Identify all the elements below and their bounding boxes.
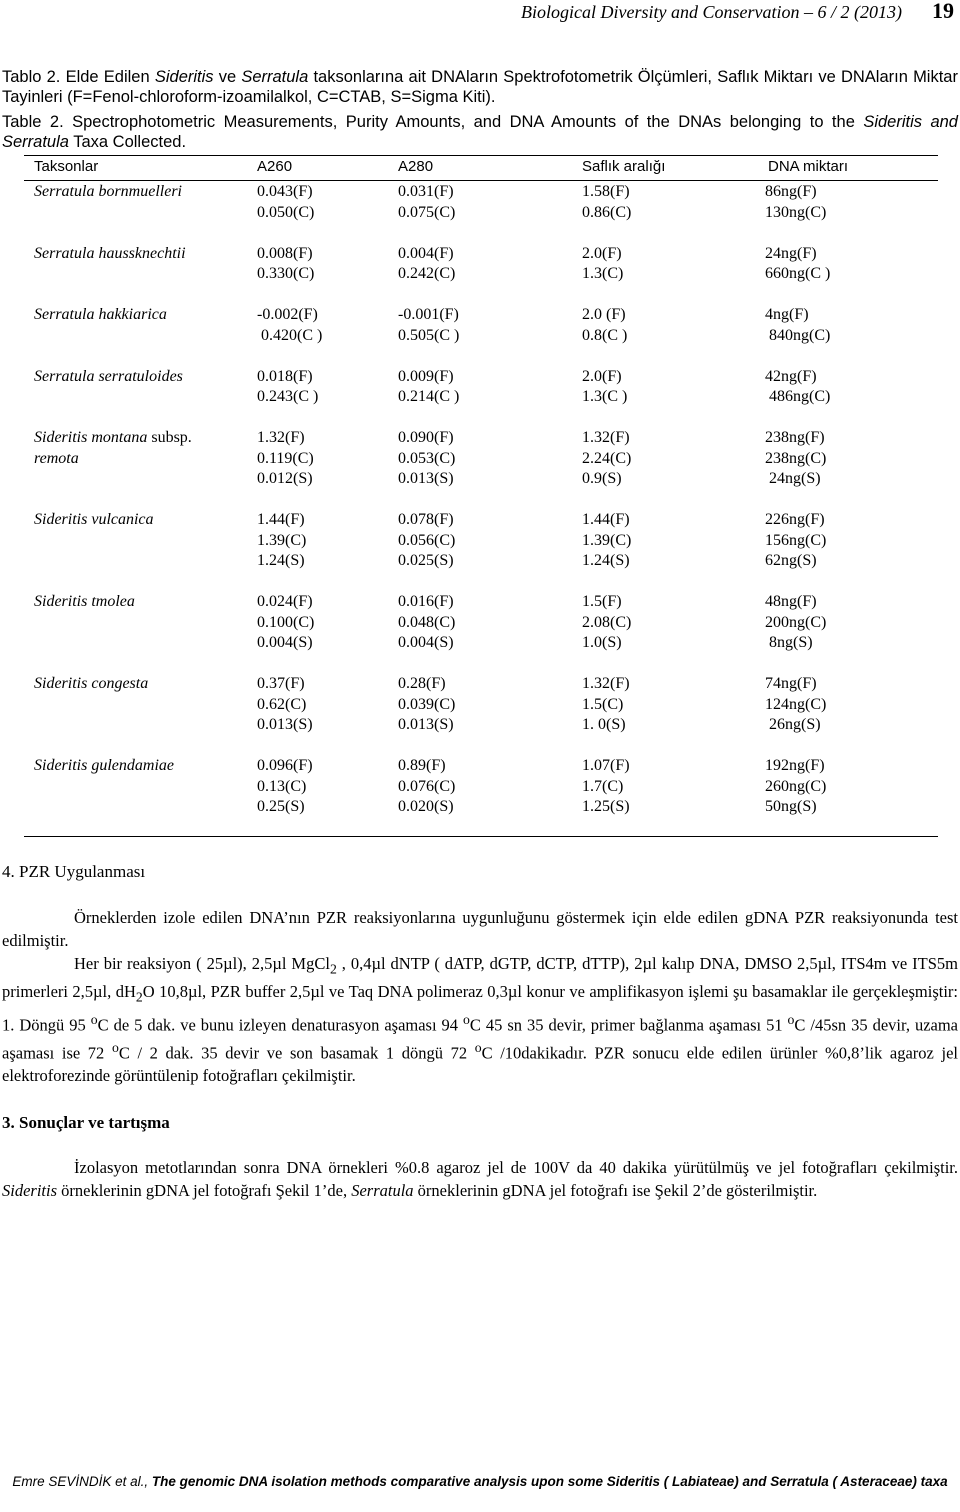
a280-value: 0.214(C ) xyxy=(398,388,460,405)
table-caption-english xyxy=(2,112,958,152)
a280-value: 0.505(C ) xyxy=(398,326,460,344)
purity-value: 1.32(F) xyxy=(582,675,630,692)
purity-value: 0.9(S) xyxy=(582,470,622,487)
text-run: İzolasyon metotlarından sonra DNA örnekleri %0.8 agaroz jel de 100V da 40 dakika yürütülmüş ve jel fotoğrafları çekilmiştir. xyxy=(74,1158,958,1177)
purity-value: 1.39(C) xyxy=(582,531,632,549)
table-header-rule xyxy=(24,180,938,181)
dna-amount-value: 24ng(F) xyxy=(765,244,817,262)
superscript: o xyxy=(474,1039,482,1055)
a280-value: 0.076(C) xyxy=(398,777,456,795)
superscript: o xyxy=(787,1011,795,1027)
a280-value: -0.001(F) xyxy=(398,306,459,323)
a280-value: 0.025(S) xyxy=(398,552,454,569)
dna-amount-value: 260ng(C) xyxy=(765,777,827,795)
a280-value: 0.89(F) xyxy=(398,757,446,774)
dna-amount-value: 8ng(S) xyxy=(765,634,813,651)
a260-value: 1.39(C) xyxy=(257,531,307,549)
section-heading-pcr: 4. PZR Uygulanması xyxy=(2,862,146,881)
dna-amount-value: 238ng(F) xyxy=(765,429,825,446)
a280-value: 0.009(F) xyxy=(398,367,454,385)
a260-value: 0.119(C) xyxy=(257,449,314,467)
purity-value: 1.44(F) xyxy=(582,511,630,528)
subscript: 2 xyxy=(135,989,143,1005)
a260-value: 0.008(F) xyxy=(257,244,313,262)
a280-value: 0.053(C) xyxy=(398,449,456,467)
journal-title: Biological Diversity and Conservation – 6 / 2 (2013) xyxy=(521,2,902,22)
purity-value: 1.0(S) xyxy=(582,634,622,651)
genus-sideritis: Sideritis xyxy=(2,1180,58,1200)
caption-tr-text: Tablo 2. Elde Edilen xyxy=(2,68,155,86)
taxon-name: Sideritis tmolea xyxy=(34,593,135,610)
a260-value: 0.13(C) xyxy=(257,777,307,795)
taxon-rank: subsp. xyxy=(147,429,192,446)
a260-value: 1.32(F) xyxy=(257,429,305,446)
header-purity: Saflık aralığı xyxy=(582,158,666,175)
a280-value: 0.004(F) xyxy=(398,244,454,262)
a280-value: 0.242(C) xyxy=(398,265,456,282)
caption-tr-genus-serratula: Serratula xyxy=(241,68,309,86)
purity-value: 1.32(F) xyxy=(582,429,630,446)
table-top-rule xyxy=(24,155,938,156)
dna-amount-value: 42ng(F) xyxy=(765,367,817,385)
table-bottom-rule xyxy=(24,836,938,837)
dna-amount-value: 660ng(C ) xyxy=(765,265,831,282)
taxon-name: Serratula haussknechtii xyxy=(34,244,186,262)
text-run: O 10,8µl, PZR buffer 2,5µl ve Taq DNA polimeraz 0,3µl konur ve amplifikasyon işlemi şu basamaklar ile gerçekleşmiştir: 1. Döngü 95 xyxy=(2,981,958,1035)
a260-value: 1.44(F) xyxy=(257,511,305,528)
a260-value: 0.243(C ) xyxy=(257,388,319,405)
header-a280: A280 xyxy=(398,158,434,175)
a280-value: 0.016(F) xyxy=(398,593,454,610)
a260-value: 0.096(F) xyxy=(257,757,313,774)
taxon-name-continued: remota xyxy=(34,449,79,467)
text-run: örneklerinin gDNA jel fotoğrafı Şekil 1’de, xyxy=(57,1180,352,1200)
purity-value: 2.24(C) xyxy=(582,449,632,467)
a280-value: 0.039(C) xyxy=(398,695,456,713)
dna-amount-value: 486ng(C) xyxy=(765,388,831,405)
dna-amount-value: 124ng(C) xyxy=(765,695,827,713)
purity-value: 1.24(S) xyxy=(582,552,630,569)
taxon-name: Sideritis gulendamiae xyxy=(34,757,174,774)
table-header-row xyxy=(0,158,960,178)
dna-amount-value: 192ng(F) xyxy=(765,757,825,774)
a260-value: 0.013(S) xyxy=(257,716,313,733)
header-taxa: Taksonlar xyxy=(34,158,99,175)
paragraph-pcr-intro: Örneklerden izole edilen DNA’nın PZR reaksiyonlarına uygunluğunu göstermek için elde edilen gDNA PZR reaksiyonunda test edilmiştir. xyxy=(2,908,958,950)
running-header xyxy=(0,0,960,23)
a280-value: 0.031(F) xyxy=(398,183,454,200)
purity-value: 1.5(C) xyxy=(582,695,624,713)
dna-amount-value: 48ng(F) xyxy=(765,593,817,610)
caption-en-genera: Sideritis and Serratula xyxy=(2,113,958,151)
header-dna-amount: DNA miktarı xyxy=(768,158,849,175)
purity-value: 0.8(C ) xyxy=(582,326,628,344)
purity-value: 2.0 (F) xyxy=(582,306,626,323)
text-run: örneklerinin gDNA jel fotoğrafı ise Şekil 2’de gösterilmiştir. xyxy=(413,1180,818,1200)
section-heading-results: 3. Sonuçlar ve tartışma xyxy=(2,1113,170,1132)
a260-value: -0.002(F) xyxy=(257,306,318,323)
paragraph-results xyxy=(2,1157,958,1202)
dna-amount-value: 86ng(F) xyxy=(765,183,817,200)
a280-value: 0.013(S) xyxy=(398,470,454,487)
a280-value: 0.056(C) xyxy=(398,531,456,549)
a260-value: 0.004(S) xyxy=(257,634,313,651)
a280-value: 0.013(S) xyxy=(398,716,454,733)
caption-en-text: Taxa Collected. xyxy=(68,133,187,151)
a280-value: 0.020(S) xyxy=(398,798,454,815)
a280-value: 0.090(F) xyxy=(398,429,454,446)
taxon-name: Serratula hakkiarica xyxy=(34,306,167,323)
superscript: o xyxy=(463,1011,470,1027)
a260-value: 0.050(C) xyxy=(257,203,315,221)
dna-amount-value: 840ng(C) xyxy=(765,326,831,344)
page-number: 19 xyxy=(932,0,954,23)
a280-value: 0.078(F) xyxy=(398,511,454,528)
text-run: C /45sn 35 devir, uzama aşaması ise 72 xyxy=(2,1015,958,1063)
a260-value: 0.024(F) xyxy=(257,593,313,610)
a260-value: 0.018(F) xyxy=(257,367,313,385)
caption-tr-genus-sideritis: Sideritis xyxy=(154,68,214,86)
purity-value: 0.86(C) xyxy=(582,203,632,221)
a260-value: 0.043(F) xyxy=(257,183,313,200)
header-a260: A260 xyxy=(257,158,293,175)
superscript: o xyxy=(111,1039,119,1055)
dna-amount-value: 200ng(C) xyxy=(765,613,827,631)
dna-amount-value: 50ng(S) xyxy=(765,798,817,815)
dna-amount-value: 74ng(F) xyxy=(765,675,817,692)
a260-value: 0.100(C) xyxy=(257,613,315,631)
footer-article-title: The genomic DNA isolation methods comparative analysis upon some Sideritis ( Labiateae) and Serratula ( Asteraceae) taxa xyxy=(148,1474,948,1489)
superscript: o xyxy=(90,1011,98,1027)
paragraph-pcr-method xyxy=(2,953,958,1087)
dna-amount-value: 24ng(S) xyxy=(765,470,821,487)
a280-value: 0.048(C) xyxy=(398,613,456,631)
a260-value: 0.330(C) xyxy=(257,265,315,282)
page-footer xyxy=(0,1473,960,1491)
dna-amount-value: 26ng(S) xyxy=(765,716,821,733)
dna-amount-value: 4ng(F) xyxy=(765,306,809,323)
a260-value: 0.012(S) xyxy=(257,470,313,487)
text-run: C 45 sn 35 devir, primer bağlanma aşaması 51 xyxy=(469,1015,788,1035)
dna-amount-value: 130ng(C) xyxy=(765,203,827,221)
caption-tr-text: ve xyxy=(213,68,242,86)
a260-value: 0.37(F) xyxy=(257,675,305,692)
text-run: , 0,4µl dNTP ( dATP, dGTP, dCTP, dTTP), 2µl kalıp DNA, DMSO 2,5µl, ITS4m ve ITS5m primerleri 2,5µl, dH xyxy=(2,954,958,1001)
a260-value: 0.420(C ) xyxy=(257,326,323,344)
taxon-name: Serratula serratuloides xyxy=(34,367,183,385)
caption-tr-text: taksonlarına ait DNAların Spektrofotometrik Ölçümleri, Saflık Miktarı ve DNAların Miktar Tayinleri (F=Fenol-chloroform-izoamilalkol, C=CTAB, S=Sigma Kiti). xyxy=(2,68,958,106)
purity-value: 1. 0(S) xyxy=(582,716,626,733)
purity-value: 2.0(F) xyxy=(582,244,622,262)
taxon-name: Serratula bornmuelleri xyxy=(34,183,182,200)
a280-value: 0.004(S) xyxy=(398,634,454,651)
purity-value: 1.3(C ) xyxy=(582,388,628,405)
purity-value: 1.3(C) xyxy=(582,265,624,282)
purity-value: 2.08(C) xyxy=(582,613,632,631)
genus-serratula: Serratula xyxy=(351,1180,414,1200)
a260-value: 1.24(S) xyxy=(257,552,305,569)
purity-value: 1.58(F) xyxy=(582,183,630,200)
text-run: C /10dakikadır. PZR sonucu elde edilen ürünler %0,8’lik agaroz jel elektroforezinde görüntülenip fotoğrafları çekilmiştir. xyxy=(2,1043,958,1085)
purity-value: 1.5(F) xyxy=(582,593,622,610)
a280-value: 0.28(F) xyxy=(398,675,446,692)
text-run: C / 2 dak. 35 devir ve son basamak 1 döngü 72 xyxy=(118,1043,475,1063)
taxon-name: Sideritis montana subsp. xyxy=(34,429,192,446)
subscript: 2 xyxy=(329,961,337,977)
table-caption-turkish xyxy=(2,67,958,107)
a260-value: 0.62(C) xyxy=(257,695,307,713)
purity-value: 2.0(F) xyxy=(582,367,622,385)
a280-value: 0.075(C) xyxy=(398,203,456,221)
taxon-name: Sideritis congesta xyxy=(34,675,149,692)
taxon-name: Sideritis vulcanica xyxy=(34,511,154,528)
caption-en-text: Table 2. Spectrophotometric Measurements, Purity Amounts, and DNA Amounts of the DNAs belonging to the xyxy=(2,113,864,131)
dna-amount-value: 62ng(S) xyxy=(765,552,817,569)
footer-authors: Emre SEVİNDİK et al., xyxy=(12,1474,149,1489)
dna-amount-value: 238ng(C) xyxy=(765,449,827,467)
text-run: C de 5 dak. ve bunu izleyen denaturasyon aşaması 94 xyxy=(97,1015,464,1035)
dna-amount-value: 156ng(C) xyxy=(765,531,827,549)
dna-amount-value: 226ng(F) xyxy=(765,511,825,528)
a260-value: 0.25(S) xyxy=(257,798,305,815)
purity-value: 1.7(C) xyxy=(582,777,624,795)
purity-value: 1.07(F) xyxy=(582,757,630,774)
purity-value: 1.25(S) xyxy=(582,798,630,815)
text-run: Her bir reaksiyon ( 25µl), 2,5µl MgCl xyxy=(74,954,330,973)
